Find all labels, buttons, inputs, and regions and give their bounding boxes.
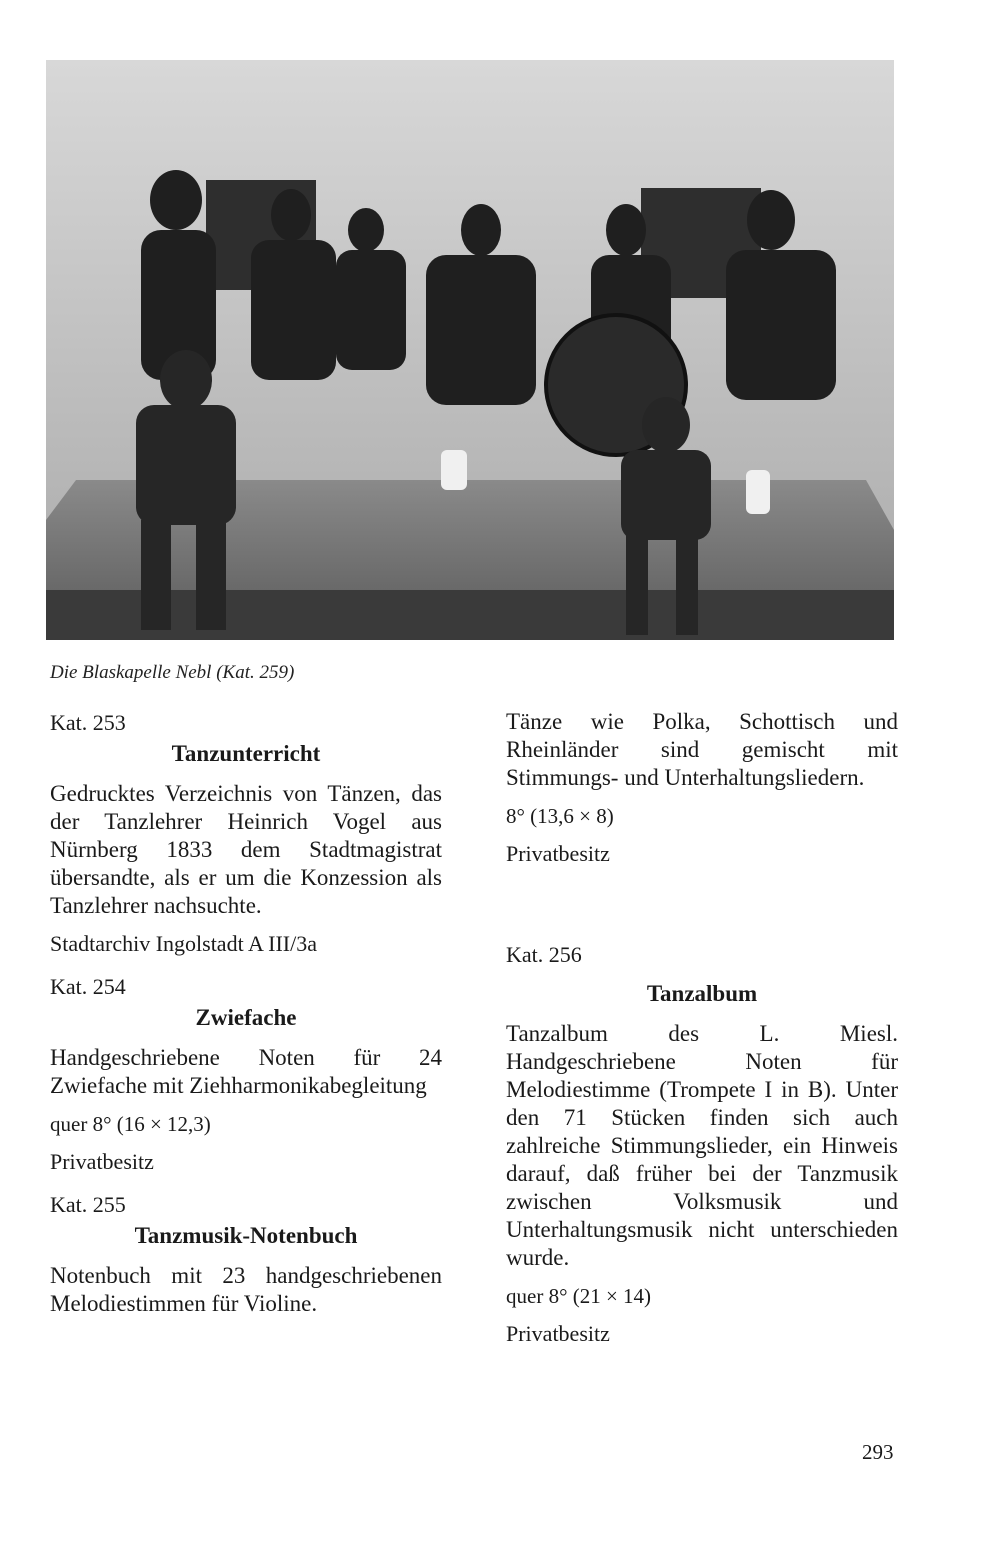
catalog-number: Kat. 254 — [50, 974, 126, 999]
entry-description: Handgeschriebene Noten für 24 Zwiefache mit Ziehharmonikabegleitung — [50, 1045, 442, 1098]
entry-format: quer 8° (21 × 14) — [506, 1284, 652, 1308]
entry-title: Tanzalbum — [646, 981, 758, 1006]
catalog-entry-256 — [506, 940, 898, 1348]
figure-caption: Die Blaskapelle Nebl (Kat. 259) — [50, 662, 295, 683]
entry-format: 8° (13,6 × 8) — [506, 804, 614, 828]
entry-format: quer 8° (16 × 12,3) — [50, 1112, 211, 1136]
entry-owner: Stadtarchiv Ingolstadt A III/3a — [50, 931, 317, 956]
entry-description: Notenbuch mit 23 handgeschriebenen Melodiestimmen für Violine. — [50, 1263, 442, 1316]
entry-owner: Privatbesitz — [506, 1321, 610, 1346]
catalog-entry-253 — [50, 708, 442, 958]
page-number: 293 — [862, 1440, 894, 1464]
catalog-entry-255-continued — [506, 708, 898, 868]
entry-description: Gedrucktes Verzeichnis von Tänzen, das der Tanzlehrer Heinrich Vogel aus Nürnberg 1833 dem Stadtmagistrat übersandte, als er um die Konzession als Tanzlehrer nachsuchte. — [50, 781, 442, 918]
band-photograph — [46, 60, 894, 640]
catalog-entry-254 — [50, 972, 442, 1176]
entry-title: Tanzmusik-Notenbuch — [134, 1223, 358, 1248]
left-column — [50, 708, 442, 1318]
band-photograph-drawing — [46, 60, 894, 640]
catalog-number: Kat. 256 — [506, 942, 582, 967]
entry-title: Tanzunterricht — [171, 741, 321, 766]
right-column — [506, 708, 898, 1348]
catalog-entry-255 — [50, 1190, 442, 1318]
entry-description: Tanzalbum des L. Miesl. Handgeschriebene Noten für Melodiestimme (Trompete I in B). Unter den 71 Stücken finden sich auch zahlreiche Stimmungslieder, ein Hinweis darauf, daß früher bei der Tanzmusik zwischen Volksmusik und Unterhaltungsmusik nicht unterschieden wurde. — [506, 1021, 898, 1270]
entry-description-continuation: Tänze wie Polka, Schottisch und Rheinländer sind gemischt mit Stimmungs- und Unterhaltungsliedern. — [506, 709, 898, 790]
catalog-number: Kat. 255 — [50, 1192, 126, 1217]
catalog-number: Kat. 253 — [50, 710, 126, 735]
entry-owner: Privatbesitz — [506, 841, 610, 866]
entry-title: Zwiefache — [195, 1005, 297, 1030]
entry-owner: Privatbesitz — [50, 1149, 154, 1174]
